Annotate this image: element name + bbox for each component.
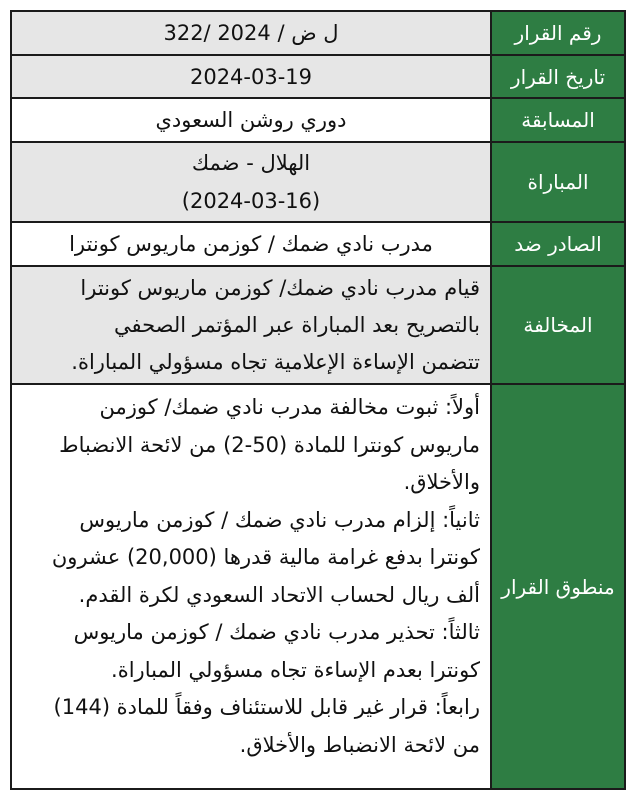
decision-line: ماريوس كونترا للمادة (50-2) من لائحة الانضباط — [59, 432, 480, 457]
decision-line: ألف ريال لحساب الاتحاد السعودي لكرة القدم. — [78, 582, 480, 607]
label-violation: المخالفة — [491, 266, 625, 384]
value-competition: دوري روشن السعودي — [11, 98, 491, 142]
match-teams: الهلال - ضمك — [191, 151, 311, 175]
value-issued-against: مدرب نادي ضمك / كوزمن ماريوس كونترا — [11, 222, 491, 266]
decision-line: كونترا بعدم الإساءة تجاه مسؤولي المباراة. — [111, 657, 480, 682]
row-violation — [11, 266, 625, 384]
decision-line: أولاً: ثبوت مخالفة مدرب نادي ضمك/ كوزمن — [99, 395, 480, 419]
row-match — [11, 142, 625, 222]
decision-number-text: 322/ ل ض / 2024 — [163, 21, 339, 45]
label-decision-text: منطوق القرار — [491, 384, 625, 789]
value-decision-number — [11, 11, 491, 55]
decision-line: رابعاً: قرار غير قابل للاستئناف وفقاً للمادة (144) — [53, 695, 480, 719]
decision-date-text: 2024-03-19 — [189, 64, 313, 89]
row-decision-number — [11, 11, 625, 55]
row-decision-date — [11, 55, 625, 98]
match-date: (2024-03-16) — [181, 189, 321, 213]
row-competition — [11, 98, 625, 142]
value-decision-date — [11, 55, 491, 98]
violation-line: بالتصريح بعد المباراة عبر المؤتمر الصحفي — [113, 312, 480, 337]
value-match — [11, 142, 491, 222]
decision-line: كونترا بدفع غرامة مالية قدرها (20,000) عشرون — [51, 545, 480, 569]
label-issued-against: الصادر ضد — [491, 222, 625, 266]
violation-line: قيام مدرب نادي ضمك/ كوزمن ماريوس كونترا — [80, 275, 480, 300]
decision-table — [10, 10, 626, 790]
row-issued-against — [11, 222, 625, 266]
decision-line: ثالثاً: تحذير مدرب نادي ضمك / كوزمن ماريوس — [73, 620, 480, 644]
label-decision-number: رقم القرار — [491, 11, 625, 55]
row-decision-text — [11, 384, 625, 789]
violation-line: تتضمن الإساءة الإعلامية تجاه مسؤولي المباراة. — [71, 349, 480, 374]
decision-line: من لائحة الانضباط والأخلاق. — [239, 732, 480, 757]
decision-line: والأخلاق. — [403, 470, 480, 494]
value-violation — [11, 266, 491, 384]
value-decision-text — [11, 384, 491, 789]
decision-line: ثانياً: إلزام مدرب نادي ضمك / كوزمن ماريوس — [79, 507, 480, 532]
label-competition: المسابقة — [491, 98, 625, 142]
label-match: المباراة — [491, 142, 625, 222]
label-decision-date: تاريخ القرار — [491, 55, 625, 98]
